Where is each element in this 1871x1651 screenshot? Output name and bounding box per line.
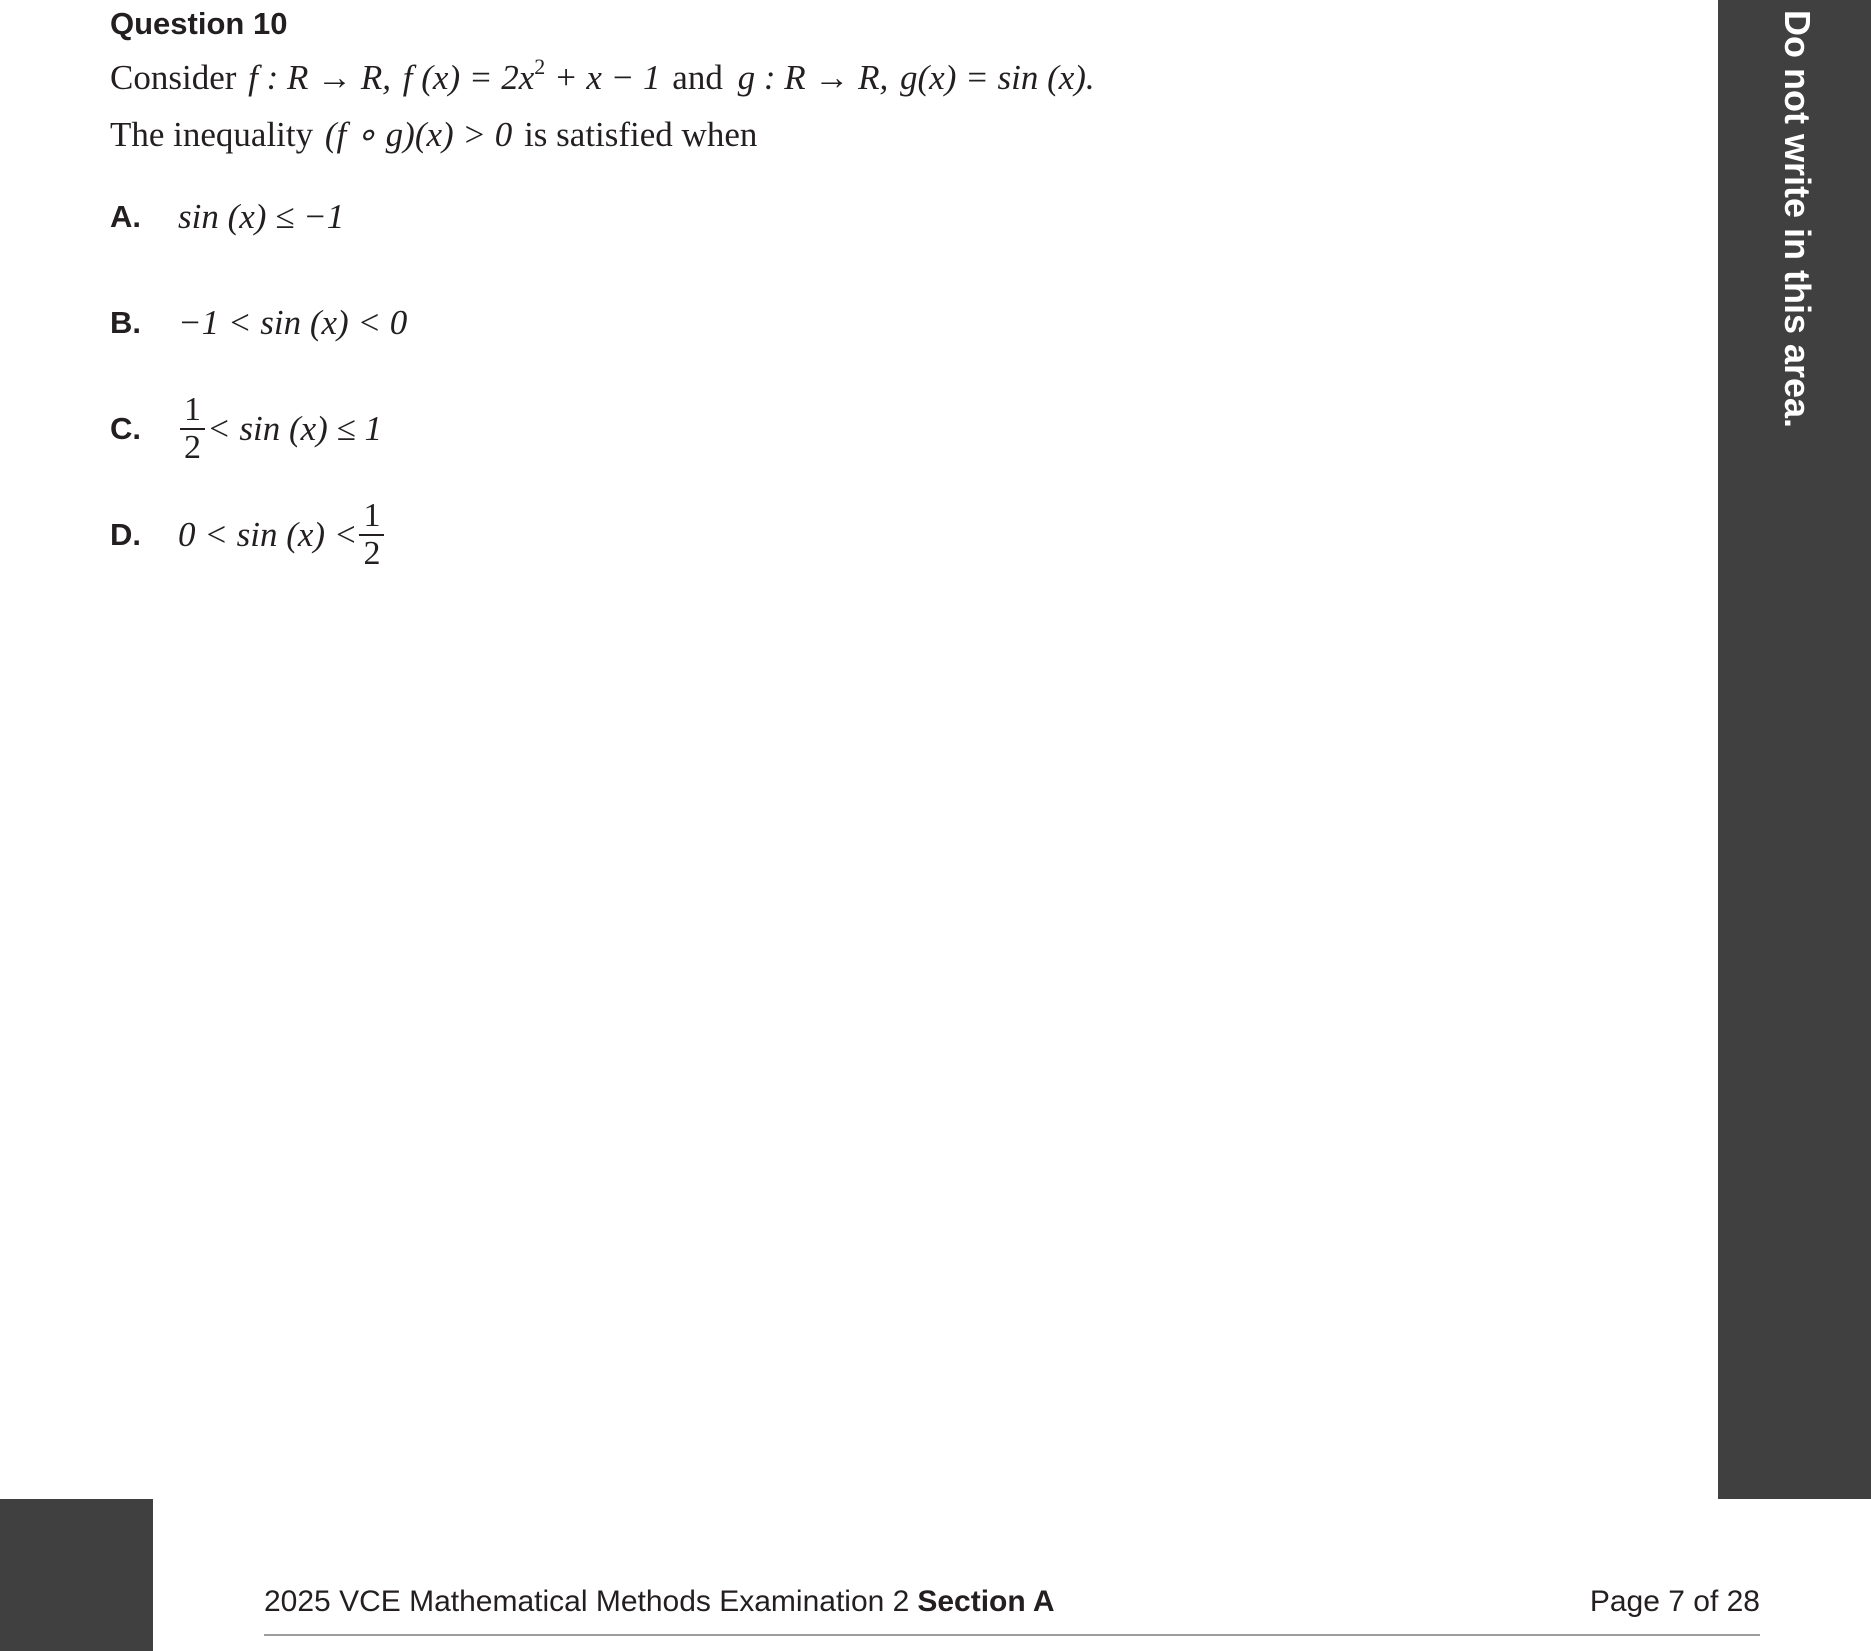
- stem-f-rule-exponent: 2: [534, 54, 546, 79]
- stem-f-rule-lhs: f (x) = 2x: [402, 58, 535, 97]
- option-letter: A.: [110, 199, 141, 234]
- option-letter: B.: [110, 305, 141, 340]
- option-expression-tail: < sin (x) ≤ 1: [207, 409, 383, 448]
- stem-and: and: [672, 58, 723, 97]
- fraction-denominator: 2: [184, 429, 201, 466]
- option-d: [110, 490, 1010, 580]
- no-write-margin-label: Do not write in this area.: [1777, 10, 1818, 429]
- stem-f-domain: f : R → R,: [248, 58, 392, 97]
- stem-composite-expression: (f ∘ g)(x) > 0: [324, 115, 513, 154]
- stem-prefix: The inequality: [110, 115, 314, 154]
- option-expression: sin (x) ≤ −1: [178, 197, 345, 236]
- option-letter: D.: [110, 517, 141, 552]
- fraction-denominator: 2: [363, 535, 381, 572]
- fraction-one-half: [180, 392, 205, 466]
- option-c: [110, 384, 1010, 474]
- stem-g-rule: g(x) = sin (x).: [900, 58, 1095, 97]
- footer-exam-title: 2025 VCE Mathematical Methods Examination 2: [264, 1585, 910, 1618]
- fraction-numerator: 1: [184, 391, 201, 428]
- option-b: [110, 278, 1010, 368]
- option-expression-head: 0 < sin (x) <: [178, 515, 358, 554]
- question-stem-inequality: [110, 113, 757, 157]
- question-stem-definitions: [110, 56, 1095, 100]
- fraction-numerator: 1: [363, 497, 381, 534]
- corner-block: [0, 1499, 153, 1651]
- stem-suffix: is satisfied when: [524, 115, 758, 154]
- option-expression: [178, 498, 386, 572]
- stem-g-domain: g : R → R,: [737, 58, 889, 97]
- option-expression: −1 < sin (x) < 0: [178, 303, 408, 342]
- question-title: Question 10: [110, 6, 288, 41]
- fraction-one-half: [359, 498, 384, 572]
- footer-exam-info: [264, 1582, 1055, 1622]
- footer-rule: [264, 1634, 1760, 1636]
- stem-consider: Consider: [110, 58, 237, 97]
- stem-f-rule-rhs: + x − 1: [554, 58, 661, 97]
- option-a: [110, 172, 1010, 262]
- option-letter: C.: [110, 411, 141, 446]
- footer-page-number: Page 7 of 28: [1589, 1585, 1760, 1618]
- footer-section: Section A: [917, 1585, 1055, 1618]
- option-expression: [178, 392, 382, 466]
